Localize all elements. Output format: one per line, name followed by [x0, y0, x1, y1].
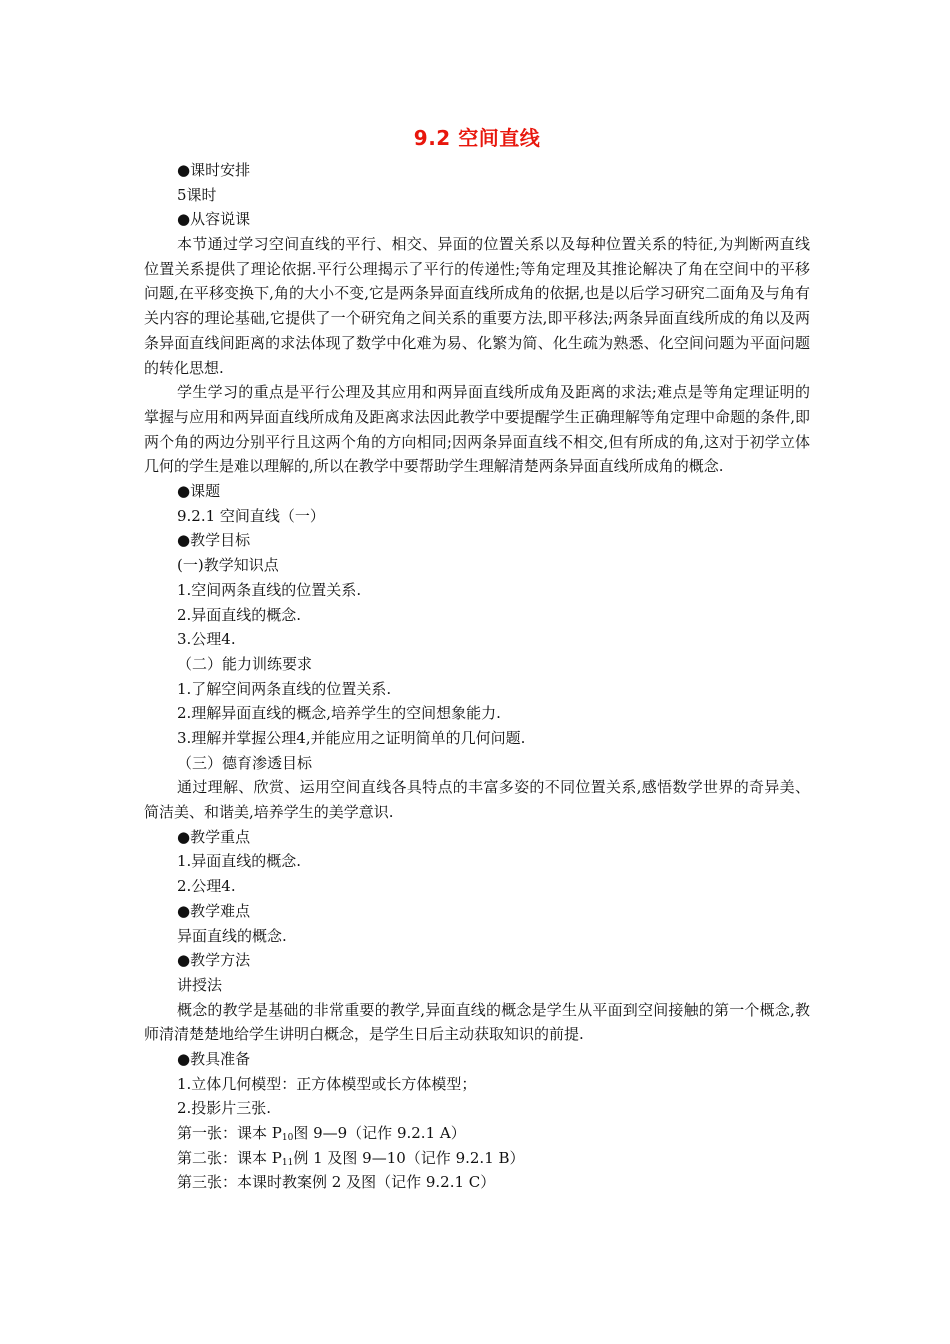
- slide-1-page-number: 10: [281, 1133, 294, 1144]
- goals-sub3-heading: （三）德育渗透目标: [177, 753, 313, 772]
- goals-sub1-item: 1.空间两条直线的位置关系.: [177, 580, 362, 599]
- goals-sub1-item: 3.公理4.: [177, 630, 236, 649]
- slide-2-page-number: 11: [281, 1157, 294, 1168]
- key-item: 1.异面直线的概念.: [177, 852, 302, 871]
- difficulty-value: 异面直线的概念.: [177, 926, 287, 945]
- slide-item-3: 第三张：本课时教案例 2 及图（记作 9.2.1 C）: [177, 1173, 496, 1192]
- schedule-heading: ●课时安排: [177, 161, 251, 179]
- key-heading: ●教学重点: [177, 827, 251, 846]
- goals-heading: ●教学目标: [177, 531, 251, 550]
- difficulty-heading: ●教学难点: [177, 901, 251, 920]
- tools-item: 2.投影片三张.: [177, 1099, 272, 1118]
- slide-item-1: [144, 1121, 810, 1146]
- goals-sub2-heading: （二）能力训练要求: [177, 654, 313, 673]
- slide-1-text: 第一张：课本 P: [177, 1124, 282, 1143]
- goals-sub3-paragraph: 通过理解、欣赏、运用空间直线各具特点的丰富多姿的不同位置关系,感悟数学世界的奇异美、简洁美、和谐美,培养学生的美学意识.: [144, 778, 810, 822]
- method-heading: ●教学方法: [177, 951, 251, 970]
- goals-sub2-item: 1.了解空间两条直线的位置关系.: [177, 679, 392, 698]
- tools-heading: ●教具准备: [177, 1049, 251, 1068]
- slide-item-2: [144, 1146, 810, 1171]
- method-value: 讲授法: [177, 975, 223, 994]
- goals-sub1-heading: (一)教学知识点: [177, 556, 279, 575]
- page-title: 9.2 空间直线: [413, 126, 541, 150]
- slide-1-text-rest: 图 9—9（记作 9.2.1 A）: [293, 1124, 466, 1143]
- goals-sub2-item: 2.理解异面直线的概念,培养学生的空间想象能力.: [177, 704, 501, 723]
- key-item: 2.公理4.: [177, 877, 236, 896]
- method-paragraph: 概念的教学是基础的非常重要的教学,异面直线的概念是学生从平面到空间接触的第一个概念,教师清清楚楚地给学生讲明白概念，是学生日后主动获取知识的前提.: [144, 1000, 810, 1044]
- goals-sub1-item: 2.异面直线的概念.: [177, 605, 302, 624]
- slide-2-text: 第二张：课本 P: [177, 1148, 282, 1167]
- topic-heading: ●课题: [177, 482, 221, 501]
- intro-heading: ●从容说课: [177, 210, 251, 229]
- topic-value: 9.2.1 空间直线（一）: [177, 506, 325, 525]
- tools-item: 1.立体几何模型：正方体模型或长方体模型；: [177, 1074, 477, 1093]
- schedule-value: 5课时: [177, 185, 217, 204]
- intro-paragraph-2: 学生学习的重点是平行公理及其应用和两异面直线所成角及距离的求法;难点是等角定理证明的掌握与应用和两异面直线所成角及距离求法因此教学中要提醒学生正确理解等角定理中命题的条件,即两个角的两边分别平行且这两个角的方向相同;因两条异面直线不相交,但有所成的角,这对于初学立体几何的学生是难以理解的,所以在教学中要帮助学生理解清楚两条异面直线所成角的概念.: [144, 383, 810, 476]
- goals-sub2-item: 3.理解并掌握公理4,并能应用之证明简单的几何问题.: [177, 728, 526, 747]
- slide-2-text-rest: 例 1 及图 9—10（记作 9.2.1 B）: [293, 1148, 525, 1167]
- intro-paragraph-1: 本节通过学习空间直线的平行、相交、异面的位置关系以及每种位置关系的特征,为判断两直线位置关系提供了理论依据.平行公理揭示了平行的传递性;等角定理及其推论解决了角在空间中的平移问题,在平移变换下,角的大小不变,它是两条异面直线所成角的依据,也是以后学习研究二面角及与角有关内容的理论基础,它提供了一个研究角之间关系的重要方法,即平移法;两条异面直线所成的角以及两条异面直线间距离的求法体现了数学中化难为易、化繁为简、化生疏为熟悉、化空间问题为平面问题的转化思想.: [144, 235, 810, 377]
